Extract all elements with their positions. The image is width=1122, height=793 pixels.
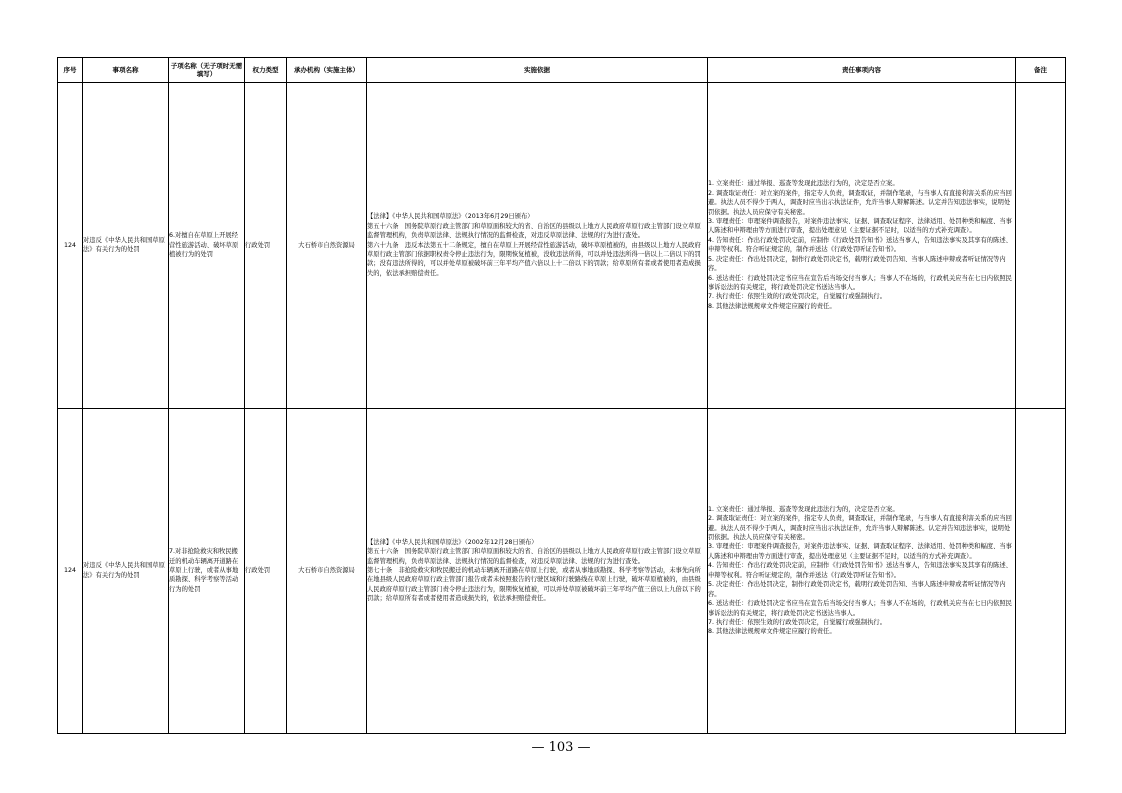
header-no: 序号 (58, 58, 83, 83)
basis-line: 第五十六条 国务院草原行政主管部门和草原面积较大的省、自治区的县级以上地方人民政府草原行政主管部门设立草原监督管理机构，负责草原法律、法规执行情况的监督检查，对违反草原法律、法规的行为进行查处。 (367, 548, 701, 565)
item-name: 对违反《中华人民共和国草原法》有关行为的处罚 (83, 408, 169, 734)
item-name: 对违反《中华人民共和国草原法》有关行为的处罚 (83, 83, 169, 409)
row-no: 124 (58, 408, 83, 734)
table-row (58, 83, 1066, 409)
organization: 大石桥市自然资源局 (287, 408, 367, 734)
responsibilities (708, 83, 1016, 409)
header-row (58, 58, 1066, 83)
basis-line: 【法律】《中华人民共和国草原法》（2002年12月28日颁布） (367, 538, 538, 546)
resp-line: 3. 审理责任：审理案件调查报告，对案件违法事实、证据、调查取证程序、法律适用、处罚种类和幅度、当事人陈述和申辩理由等方面进行审查，提出处理意见（主要证据不足时，以适当的方式补充调查）。 (708, 543, 1012, 560)
resp-line: 3. 审理责任：审理案件调查报告，对案件违法事实、证据、调查取证程序、法律适用、处罚种类和幅度、当事人陈述和申辩理由等方面进行审查，提出处理意见（主要证据不足时，以适当的方式补充调查）。 (708, 217, 1012, 235)
basis-line: 【法律】《中华人民共和国草原法》（2013年6月29日颁布） (367, 213, 534, 221)
legal-basis (367, 408, 708, 734)
organization: 大石桥市自然资源局 (287, 83, 367, 409)
note (1016, 83, 1066, 409)
resp-line: 1. 立案责任：通过举报、巡查等发现此违法行为的，决定是否立案。 (708, 505, 899, 513)
sub-item-name: 7.对非抢险救灾和牧民搬迁的机动车辆离开道路在草原上行驶，或者从事地质勘探、科学考察等活动行为的处罚 (169, 408, 245, 734)
header-name: 事项名称 (83, 58, 169, 83)
resp-line: 2. 调查取证责任：对立案的案件，指定专人负责，调查取证，并制作笔录，与当事人有直接利害关系的应当回避。执法人员不得少于两人，调查时应当出示执法证件，允许当事人辩解陈述。认定并告知违法事实，说明处罚依据。执法人员应保守有关秘密。 (708, 189, 1012, 216)
responsibilities (708, 408, 1016, 734)
note (1016, 408, 1066, 734)
table-row (58, 408, 1066, 734)
resp-line: 6. 送达责任：行政处罚决定书应当在宣告后当场交付当事人；当事人不在场的，行政机关应当在七日内依照民事诉讼法的有关规定，将行政处罚决定书送达当事人。 (708, 274, 1012, 291)
header-basis: 实施依据 (367, 58, 708, 83)
resp-line: 5. 决定责任：作出处罚决定，制作行政处罚决定书，载明行政处罚告知、当事人陈述申辩或者听证情况等内容。 (708, 255, 1006, 273)
header-note: 备注 (1016, 58, 1066, 83)
legal-basis (367, 83, 708, 409)
page-number: — 103 — (531, 740, 591, 755)
resp-line: 8. 其他法律法规规章文件规定应履行的责任。 (708, 628, 836, 636)
resp-line: 2. 调查取证责任：对立案的案件，指定专人负责，调查取证，并制作笔录，与当事人有直接利害关系的应当回避。执法人员不得少于两人，调查时应当出示执法证件，允许当事人辩解陈述。认定并告知违法事实，说明处罚依据。执法人员应保守有关秘密。 (708, 515, 1012, 541)
power-type: 行政处罚 (245, 408, 287, 734)
resp-line: 4. 告知责任：作出行政处罚决定前，应制作《行政处罚告知书》送达当事人，告知违法事实及其享有的陈述、申辩等权利。符合听证规定的，制作并送达《行政处罚听证告知书》。 (708, 236, 1012, 254)
basis-line: 第七十条 非抢险救灾和牧民搬迁的机动车辆离开道路在草原上行驶，或者从事地质勘探、科学考察等活动，未事先向所在地县级人民政府草原行政主管部门报告或者未按照报告的行驶区域和行驶路线在草原上行驶，破坏草原植被的，由县级人民政府草原行政主管部门责令停止违法行为，限期恢复植被，可以并处草原被破坏前三年平均产值三倍以上九倍以下的罚款；给草原所有者或者使用者造成损失的，依法承担赔偿责任。 (367, 567, 701, 603)
resp-line: 4. 告知责任：作出行政处罚决定前，应制作《行政处罚告知书》送达当事人，告知违法事实及其享有的陈述、申辩等权利。符合听证规定的，制作并送达《行政处罚听证告知书》。 (708, 562, 1012, 579)
resp-line: 6. 送达责任：行政处罚决定书应当在宣告后当场交付当事人；当事人不在场的，行政机关应当在七日内依照民事诉讼法的有关规定，将行政处罚决定书送达当事人。 (708, 600, 1012, 617)
header-sub: 子项名称（无子项时无需填写） (169, 58, 245, 83)
resp-line: 8. 其他法律法规规章文件规定应履行的责任。 (708, 302, 836, 310)
resp-line: 1. 立案责任：通过举报、巡查等发现此违法行为的，决定是否立案。 (708, 180, 899, 188)
resp-line: 7. 执行责任：依照生效的行政处罚决定，自觉履行或强制执行。 (708, 293, 887, 301)
basis-line: 第五十六条 国务院草原行政主管部门和草原面积较大的省、自治区的县级以上地方人民政府草原行政主管部门设立草原监督管理机构，负责草原法律、法规执行情况的监督检查，对违反草原法律、法规的行为进行查处。 (367, 222, 701, 240)
power-list-table (57, 57, 1066, 734)
basis-line: 第六十九条 违反本法第五十二条规定，擅自在草原上开展经营性旅游活动，破坏草原植被的，由县级以上地方人民政府草原行政主管部门依据职权责令停止违法行为，限期恢复植被，没收违法所得，可以并处违法所得一倍以上二倍以下的罚款；没有违法所得的，可以并处草原被破坏前三年平均产值六倍以上十二倍以下的罚款；给草原所有者或者使用者造成损失的，依法承担赔偿责任。 (367, 241, 701, 277)
resp-line: 7. 执行责任：依照生效的行政处罚决定，自觉履行或强制执行。 (708, 618, 887, 626)
header-type: 权力类型 (245, 58, 287, 83)
power-type: 行政处罚 (245, 83, 287, 409)
header-resp: 责任事项内容 (708, 58, 1016, 83)
resp-line: 5. 决定责任：作出处罚决定，制作行政处罚决定书，载明行政处罚告知、当事人陈述申辩或者听证情况等内容。 (708, 581, 1006, 598)
sub-item-name: 6.对擅自在草原上开展经营性旅游活动、破坏草原植被行为的处罚 (169, 83, 245, 409)
row-no: 124 (58, 83, 83, 409)
header-org: 承办机构（实施主体） (287, 58, 367, 83)
